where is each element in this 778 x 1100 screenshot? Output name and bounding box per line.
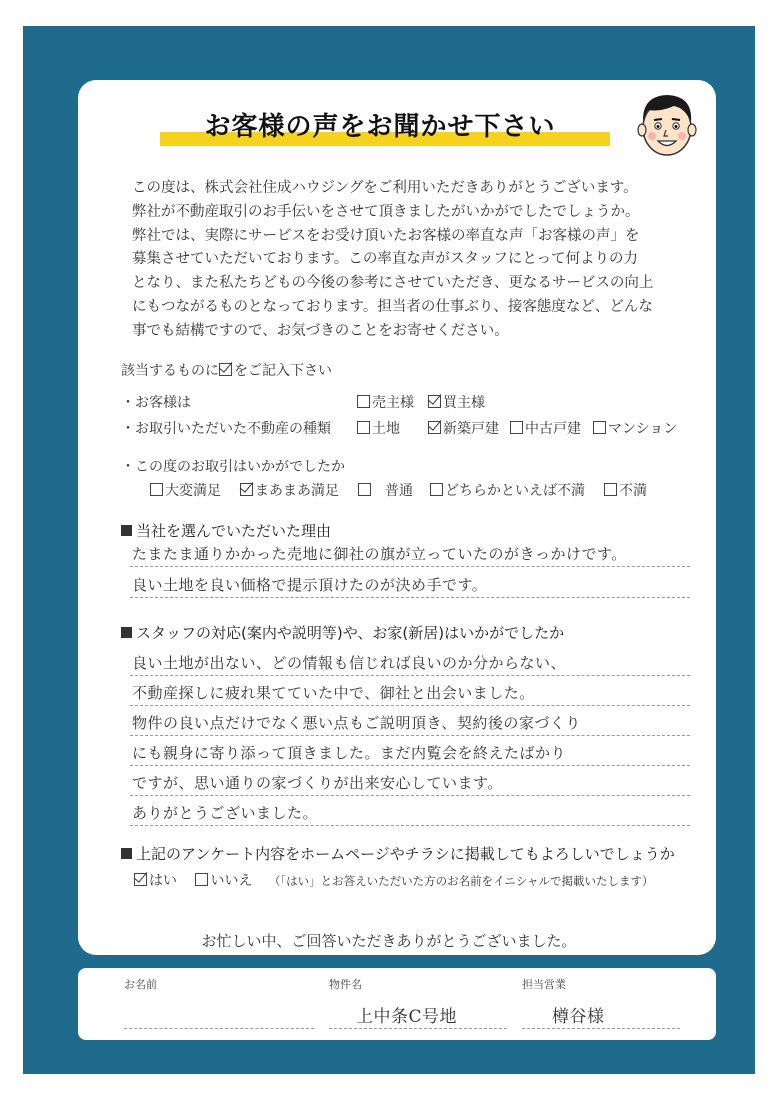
option-label: 土地: [372, 421, 400, 437]
section1-answer-line: たまたま通りかかった売地に御社の旗が立っていたのがきっかけです。: [132, 545, 627, 563]
answer-rule: [130, 597, 690, 598]
intro-line: にもつながるものとなっております。担当者の仕事ぶり、接客態度など、どんな: [132, 298, 653, 315]
answer-rule: [130, 705, 690, 706]
intro-line: 弊社では、実際にサービスをお受け頂いたお客様の率直な声「お客様の声」を: [132, 227, 640, 244]
section2-answer-line: 良い土地が出ない、どの情報も信じれば良いのか分からない、: [132, 654, 567, 672]
q2-option-land[interactable]: [357, 418, 400, 438]
staff-field-line[interactable]: [522, 1028, 680, 1029]
q2-option-mansion[interactable]: [593, 418, 677, 438]
checkbox-icon[interactable]: [357, 421, 370, 434]
option-label: いいえ: [210, 873, 253, 889]
q2-option-used-house[interactable]: [510, 418, 581, 438]
option-label: はい: [149, 873, 177, 889]
q3-option-unsatisfied[interactable]: [604, 480, 647, 500]
option-label: 買主様: [443, 395, 485, 411]
option-label: 普通: [385, 483, 413, 499]
intro-line: 事でも結構ですので、お気づきのことをお寄せください。: [132, 322, 509, 339]
title-block: [150, 104, 610, 148]
section2-heading: [121, 622, 564, 643]
staff-label: 担当営業: [522, 978, 566, 991]
checkbox-example-icon: [219, 363, 232, 376]
answer-rule: [130, 675, 690, 676]
option-label: 不満: [619, 483, 647, 499]
instruction-before: 該当するものに: [121, 363, 219, 379]
square-bullet-icon: [121, 525, 132, 536]
checkbox-checked-icon[interactable]: [428, 421, 441, 434]
checkbox-icon[interactable]: [357, 395, 370, 408]
q1-option-buyer[interactable]: [428, 392, 485, 412]
consent-no[interactable]: [195, 873, 252, 889]
checkbox-checked-icon[interactable]: [134, 873, 147, 886]
section2-heading-text: スタッフの対応(案内や説明等)や、お家(新居)はいかがでしたか: [136, 624, 565, 642]
checkbox-icon[interactable]: [510, 421, 523, 434]
section1-heading-text: 当社を選んでいただいた理由: [136, 522, 332, 540]
option-label: 中古戸建: [525, 421, 581, 437]
answer-rule: [130, 735, 690, 736]
consent-yes[interactable]: [134, 873, 177, 889]
section2-answer-line: 物件の良い点だけでなく悪い点もご説明頂き、契約後の家づくり: [132, 714, 581, 732]
q1-label: ・お客様は: [121, 395, 191, 411]
section3-heading: [121, 843, 675, 864]
checkbox-checked-icon[interactable]: [428, 395, 441, 408]
q2-label: ・お取引いただいた不動産の種類: [121, 421, 331, 437]
answer-rule: [130, 825, 690, 826]
square-bullet-icon: [121, 848, 132, 859]
page-title: お客様の声をお聞かせ下さい: [204, 112, 556, 142]
option-label: 売主様: [372, 395, 414, 411]
q3-option-fairly-satisfied[interactable]: [240, 480, 339, 500]
name-field-line[interactable]: [124, 1028, 314, 1029]
staff-value: 樽谷様: [552, 1007, 605, 1027]
q3-option-normal[interactable]: [358, 480, 413, 500]
square-bullet-icon: [121, 627, 132, 638]
consent-note: （「はい」とお答えいただいた方のお名前をイニシャルで掲載いたします）: [268, 874, 654, 888]
checkbox-icon[interactable]: [593, 421, 606, 434]
checkbox-icon[interactable]: [358, 483, 371, 496]
option-label: どちらかといえば不満: [445, 483, 585, 499]
checkbox-icon[interactable]: [604, 483, 617, 496]
section3-answer: [134, 870, 653, 890]
checkbox-icon[interactable]: [150, 483, 163, 496]
option-label: 新築戸建: [443, 421, 499, 437]
property-value: 上中条C号地: [356, 1007, 458, 1027]
section1-heading: [121, 520, 331, 541]
intro-text: [132, 177, 692, 344]
q2-option-new-house[interactable]: [428, 418, 499, 438]
q3-option-somewhat-unsatisfied[interactable]: [430, 480, 585, 500]
intro-line: 募集させていただいております。この率直な声がスタッフにとって何よりの力: [132, 251, 639, 268]
intro-line: となり、また私たちどもの今後の参考にさせていただき、更なるサービスの向上: [132, 275, 654, 292]
section2-answer-line: ありがとうございました。: [132, 804, 319, 822]
instruction-after: をご記入下さい: [234, 363, 332, 379]
option-label: まあまあ満足: [255, 483, 339, 499]
option-label: マンション: [608, 421, 678, 437]
section2-answer-line: にも親身に寄り添って頂きました。まだ内覧会を終えたばかり: [132, 744, 567, 762]
instruction: [121, 360, 332, 380]
section3-heading-text: 上記のアンケート内容をホームページやチラシに掲載してもよろしいでしょうか: [136, 845, 675, 863]
q1-option-seller[interactable]: [357, 392, 414, 412]
q3-label: ・この度のお取引はいかがでしたか: [121, 459, 345, 475]
answer-rule: [130, 765, 690, 766]
intro-line: 弊社が不動産取引のお手伝いをさせて頂きましたがいかがでしたでしょうか。: [132, 203, 640, 220]
section2-answer-line: ですが、思い通りの家づくりが出来安心しています。: [132, 774, 503, 792]
intro-line: この度は、株式会社住成ハウジングをご利用いただきありがとうございます。: [132, 180, 638, 196]
section1-answer-line: 良い土地を良い価格で提示頂けたのが決め手です。: [132, 576, 488, 594]
property-label: 物件名: [329, 978, 362, 991]
property-field-line[interactable]: [329, 1028, 507, 1029]
mascot-face-icon: [630, 86, 704, 160]
checkbox-icon[interactable]: [195, 873, 208, 886]
checkbox-icon[interactable]: [430, 483, 443, 496]
section2-answer-line: 不動産探しに疲れ果てていた中で、御社と出会いました。: [132, 684, 535, 702]
closing-message: お忙しい中、ご回答いただきありがとうございました。: [201, 932, 577, 950]
q3-option-very-satisfied[interactable]: [150, 480, 221, 500]
option-label: 大変満足: [165, 483, 221, 499]
checkbox-checked-icon[interactable]: [240, 483, 253, 496]
answer-rule: [130, 795, 690, 796]
answer-rule: [130, 566, 690, 567]
name-label: お名前: [124, 978, 157, 991]
